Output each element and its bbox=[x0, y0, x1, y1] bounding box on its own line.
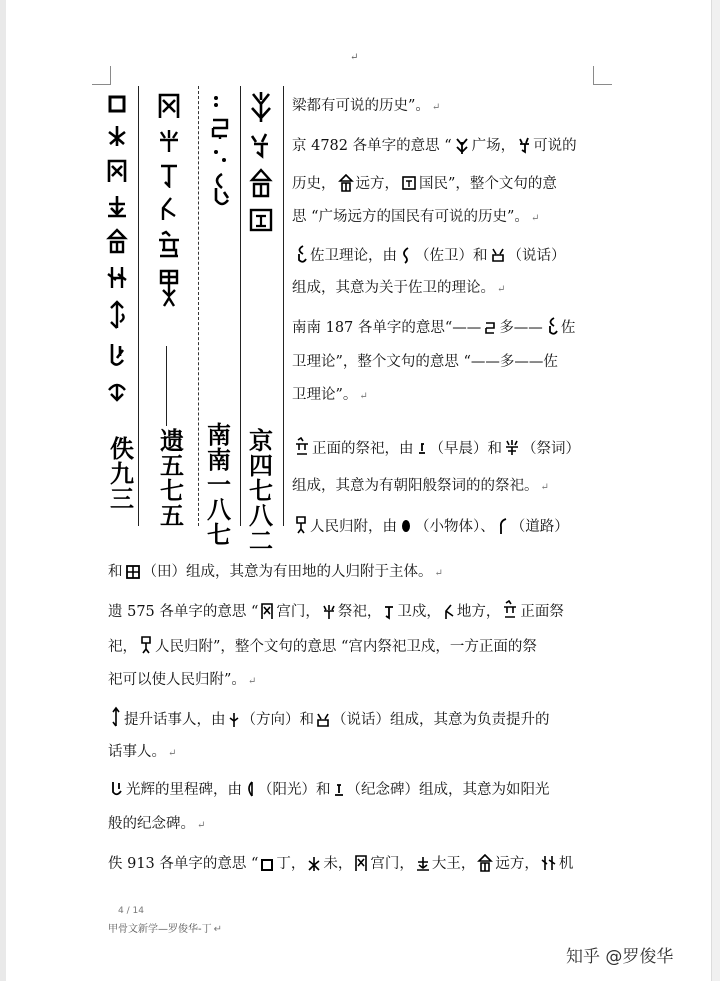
oracle-glyph-zuowei-lilun-icon bbox=[208, 172, 232, 212]
oracle-glyph-dawang-icon bbox=[416, 856, 430, 872]
inscription-panel bbox=[100, 86, 284, 555]
oracle-glyph-jici-icon bbox=[504, 439, 520, 457]
oracle-glyph-tian-icon bbox=[125, 564, 141, 580]
oracle-glyph-weishu-icon bbox=[157, 162, 181, 188]
oracle-glyph-tisheng-icon bbox=[106, 300, 128, 330]
oracle-glyph-icon bbox=[106, 378, 128, 402]
inscription-glyph-column bbox=[106, 94, 128, 402]
oracle-dots-icon bbox=[209, 94, 231, 108]
oracle-glyph-guomin-icon bbox=[401, 174, 417, 192]
viewer-left-edge bbox=[0, 0, 6, 981]
column-divider bbox=[240, 86, 241, 526]
oracle-glyph-yangguang-icon bbox=[244, 780, 256, 798]
text-line: 佐卫理论，由 （佐卫）和 （说话） bbox=[292, 244, 566, 265]
text-line: 梁都有可说的历史”。 ↵ bbox=[292, 98, 441, 114]
inscription-glyph-column bbox=[156, 92, 182, 308]
oracle-glyph-fangxiang-icon bbox=[228, 712, 240, 728]
text-line: 正面的祭祀，由 （早晨）和 （祭词） bbox=[292, 437, 580, 458]
inscription-label-yi-575: 遗 五 七 五 bbox=[160, 426, 184, 530]
oracle-glyph-keshuo-icon bbox=[248, 132, 274, 160]
oracle-glyph-ji-icon bbox=[106, 264, 128, 290]
crop-mark-top-right bbox=[593, 66, 612, 85]
oracle-glyph-gongmen-icon bbox=[354, 854, 368, 872]
column-divider bbox=[138, 86, 139, 526]
oracle-glyph-guanghui-icon bbox=[110, 780, 124, 798]
oracle-glyph-guomin-icon bbox=[248, 206, 274, 234]
column-divider bbox=[283, 86, 284, 526]
oracle-glyph-ji-icon bbox=[541, 854, 557, 872]
watermark: 知乎 @罗俊华 bbox=[566, 947, 674, 967]
column-divider bbox=[198, 86, 199, 526]
oracle-glyph-renmin-icon bbox=[139, 635, 153, 655]
oracle-glyph-gongmen-icon bbox=[157, 92, 181, 120]
oracle-glyph-shuohua-icon bbox=[316, 712, 330, 728]
inscription-label-jing-4782: 京 四 七 八 二 bbox=[249, 426, 273, 555]
text-line: 思 “广场远方的国民有可说的历史”。 ↵ bbox=[292, 209, 540, 225]
oracle-glyph-renmin-icon bbox=[294, 515, 308, 535]
oracle-glyph-duo-icon bbox=[483, 320, 497, 336]
text-line: 历史， 远方， 国民”，整个文句的意 bbox=[292, 176, 557, 192]
text-line: 卫理论”。 ↵ bbox=[292, 387, 368, 403]
oracle-glyph-difang-icon bbox=[157, 196, 181, 222]
oracle-glyph-keshuo-icon bbox=[517, 136, 531, 154]
oracle-glyph-wei-icon bbox=[106, 124, 128, 148]
oracle-glyph-shuohua-icon bbox=[490, 246, 506, 264]
oracle-glyph-weishu-icon bbox=[383, 604, 395, 620]
oracle-glyph-guangchang-icon bbox=[454, 136, 470, 154]
page-number: 4 / 14 bbox=[118, 906, 144, 916]
oracle-glyph-yuanfang-icon bbox=[106, 228, 128, 254]
text-line: 提升话事人，由 （方向）和 （说话）组成，其意为负责提升的 bbox=[108, 706, 550, 729]
text-line: 人民归附，由 （小物体）、 （道路） bbox=[292, 515, 569, 536]
inscription-glyph-column bbox=[248, 90, 274, 234]
viewer-right-scrollbar[interactable] bbox=[711, 0, 720, 981]
inscription-label-nannan-187: 南 南 一 八 七 bbox=[207, 420, 231, 549]
oracle-glyph-guanghui-icon bbox=[106, 340, 128, 368]
text-line: 卫理论”，整个文句的意思 “——多——佐 bbox=[292, 354, 558, 370]
oracle-glyph-guangchang-icon bbox=[248, 90, 274, 124]
oracle-glyph-dawang-icon bbox=[106, 194, 128, 218]
document-footer: 甲骨文新学—罗俊华-丁 ↵ bbox=[108, 924, 222, 935]
oracle-dots-icon bbox=[209, 148, 231, 164]
crop-mark-top-left bbox=[92, 66, 111, 85]
oracle-glyph-ding-icon bbox=[260, 858, 274, 872]
oracle-glyph-duo-icon bbox=[208, 116, 232, 140]
text-line: 祀可以使人民归附”。 ↵ bbox=[108, 672, 257, 688]
oracle-glyph-jisi-icon bbox=[322, 604, 336, 620]
oracle-glyph-yuanfang-icon bbox=[338, 174, 354, 192]
text-line: 京 4782 各单字的意思 “ 广场， 可说的 bbox=[292, 138, 577, 154]
text-line: 光辉的里程碑，由 （阳光）和 （纪念碑）组成，其意为如阳光 bbox=[108, 778, 550, 799]
column-divider bbox=[166, 346, 167, 426]
text-line: 佚 913 各单字的意思 “ 丁， 未， 宫门， 大王， 远方， 机 bbox=[108, 856, 574, 872]
text-line: 组成，其意为有朝阳般祭词的的祭祀。 ↵ bbox=[292, 478, 549, 494]
oracle-glyph-zhengmian-icon bbox=[156, 230, 182, 260]
oracle-glyph-zuowei-lilun-icon bbox=[545, 316, 559, 336]
oracle-glyph-zaochen-icon bbox=[416, 441, 428, 457]
oracle-glyph-renmin-icon bbox=[156, 268, 182, 308]
oracle-glyph-yuanfang-icon bbox=[477, 854, 493, 872]
oracle-glyph-zhengmian-icon bbox=[294, 437, 310, 457]
text-line: 南南 187 各单字的意思“—— 多—— 佐 bbox=[292, 316, 575, 337]
oracle-glyph-gongmen-icon bbox=[260, 602, 274, 620]
text-line: 和 （田）组成，其意为有田地的人归附于主体。 ↵ bbox=[108, 564, 443, 580]
text-line: 祀， 人民归附”，整个文句的意思 “宫内祭祀卫戍，一方正面的祭 bbox=[108, 635, 537, 656]
text-line: 遗 575 各单字的意思 “ 宫门， 祭祀， 卫戍， 地方， 正面祭 bbox=[108, 600, 564, 621]
oracle-glyph-ding-icon bbox=[106, 94, 128, 114]
text-line: 般的纪念碑。 ↵ bbox=[108, 816, 206, 832]
oracle-glyph-jinianbei-icon bbox=[333, 782, 345, 798]
oracle-glyph-gongmen-icon bbox=[106, 158, 128, 184]
oracle-glyph-daolu-icon bbox=[497, 517, 509, 535]
oracle-glyph-zhengmian-icon bbox=[502, 600, 518, 620]
oracle-glyph-wei-icon bbox=[307, 856, 321, 872]
oracle-glyph-zuowei-icon bbox=[399, 246, 413, 264]
oracle-glyph-xiaowuti-icon bbox=[399, 517, 413, 535]
oracle-glyph-difang-icon bbox=[443, 604, 455, 620]
oracle-glyph-jisi-icon bbox=[157, 128, 181, 154]
paragraph-mark: ↵ bbox=[350, 52, 359, 63]
oracle-glyph-yuanfang-icon bbox=[248, 168, 274, 198]
text-line: 话事人。 ↵ bbox=[108, 744, 177, 760]
oracle-glyph-zuowei-lilun-icon bbox=[294, 244, 308, 264]
inscription-glyph-column bbox=[208, 94, 232, 212]
inscription-label-yi-93: 佚 九 三 bbox=[110, 434, 134, 513]
text-line: 组成，其意为关于佐卫的理论。 ↵ bbox=[292, 280, 506, 296]
oracle-glyph-tisheng-icon bbox=[110, 706, 122, 728]
